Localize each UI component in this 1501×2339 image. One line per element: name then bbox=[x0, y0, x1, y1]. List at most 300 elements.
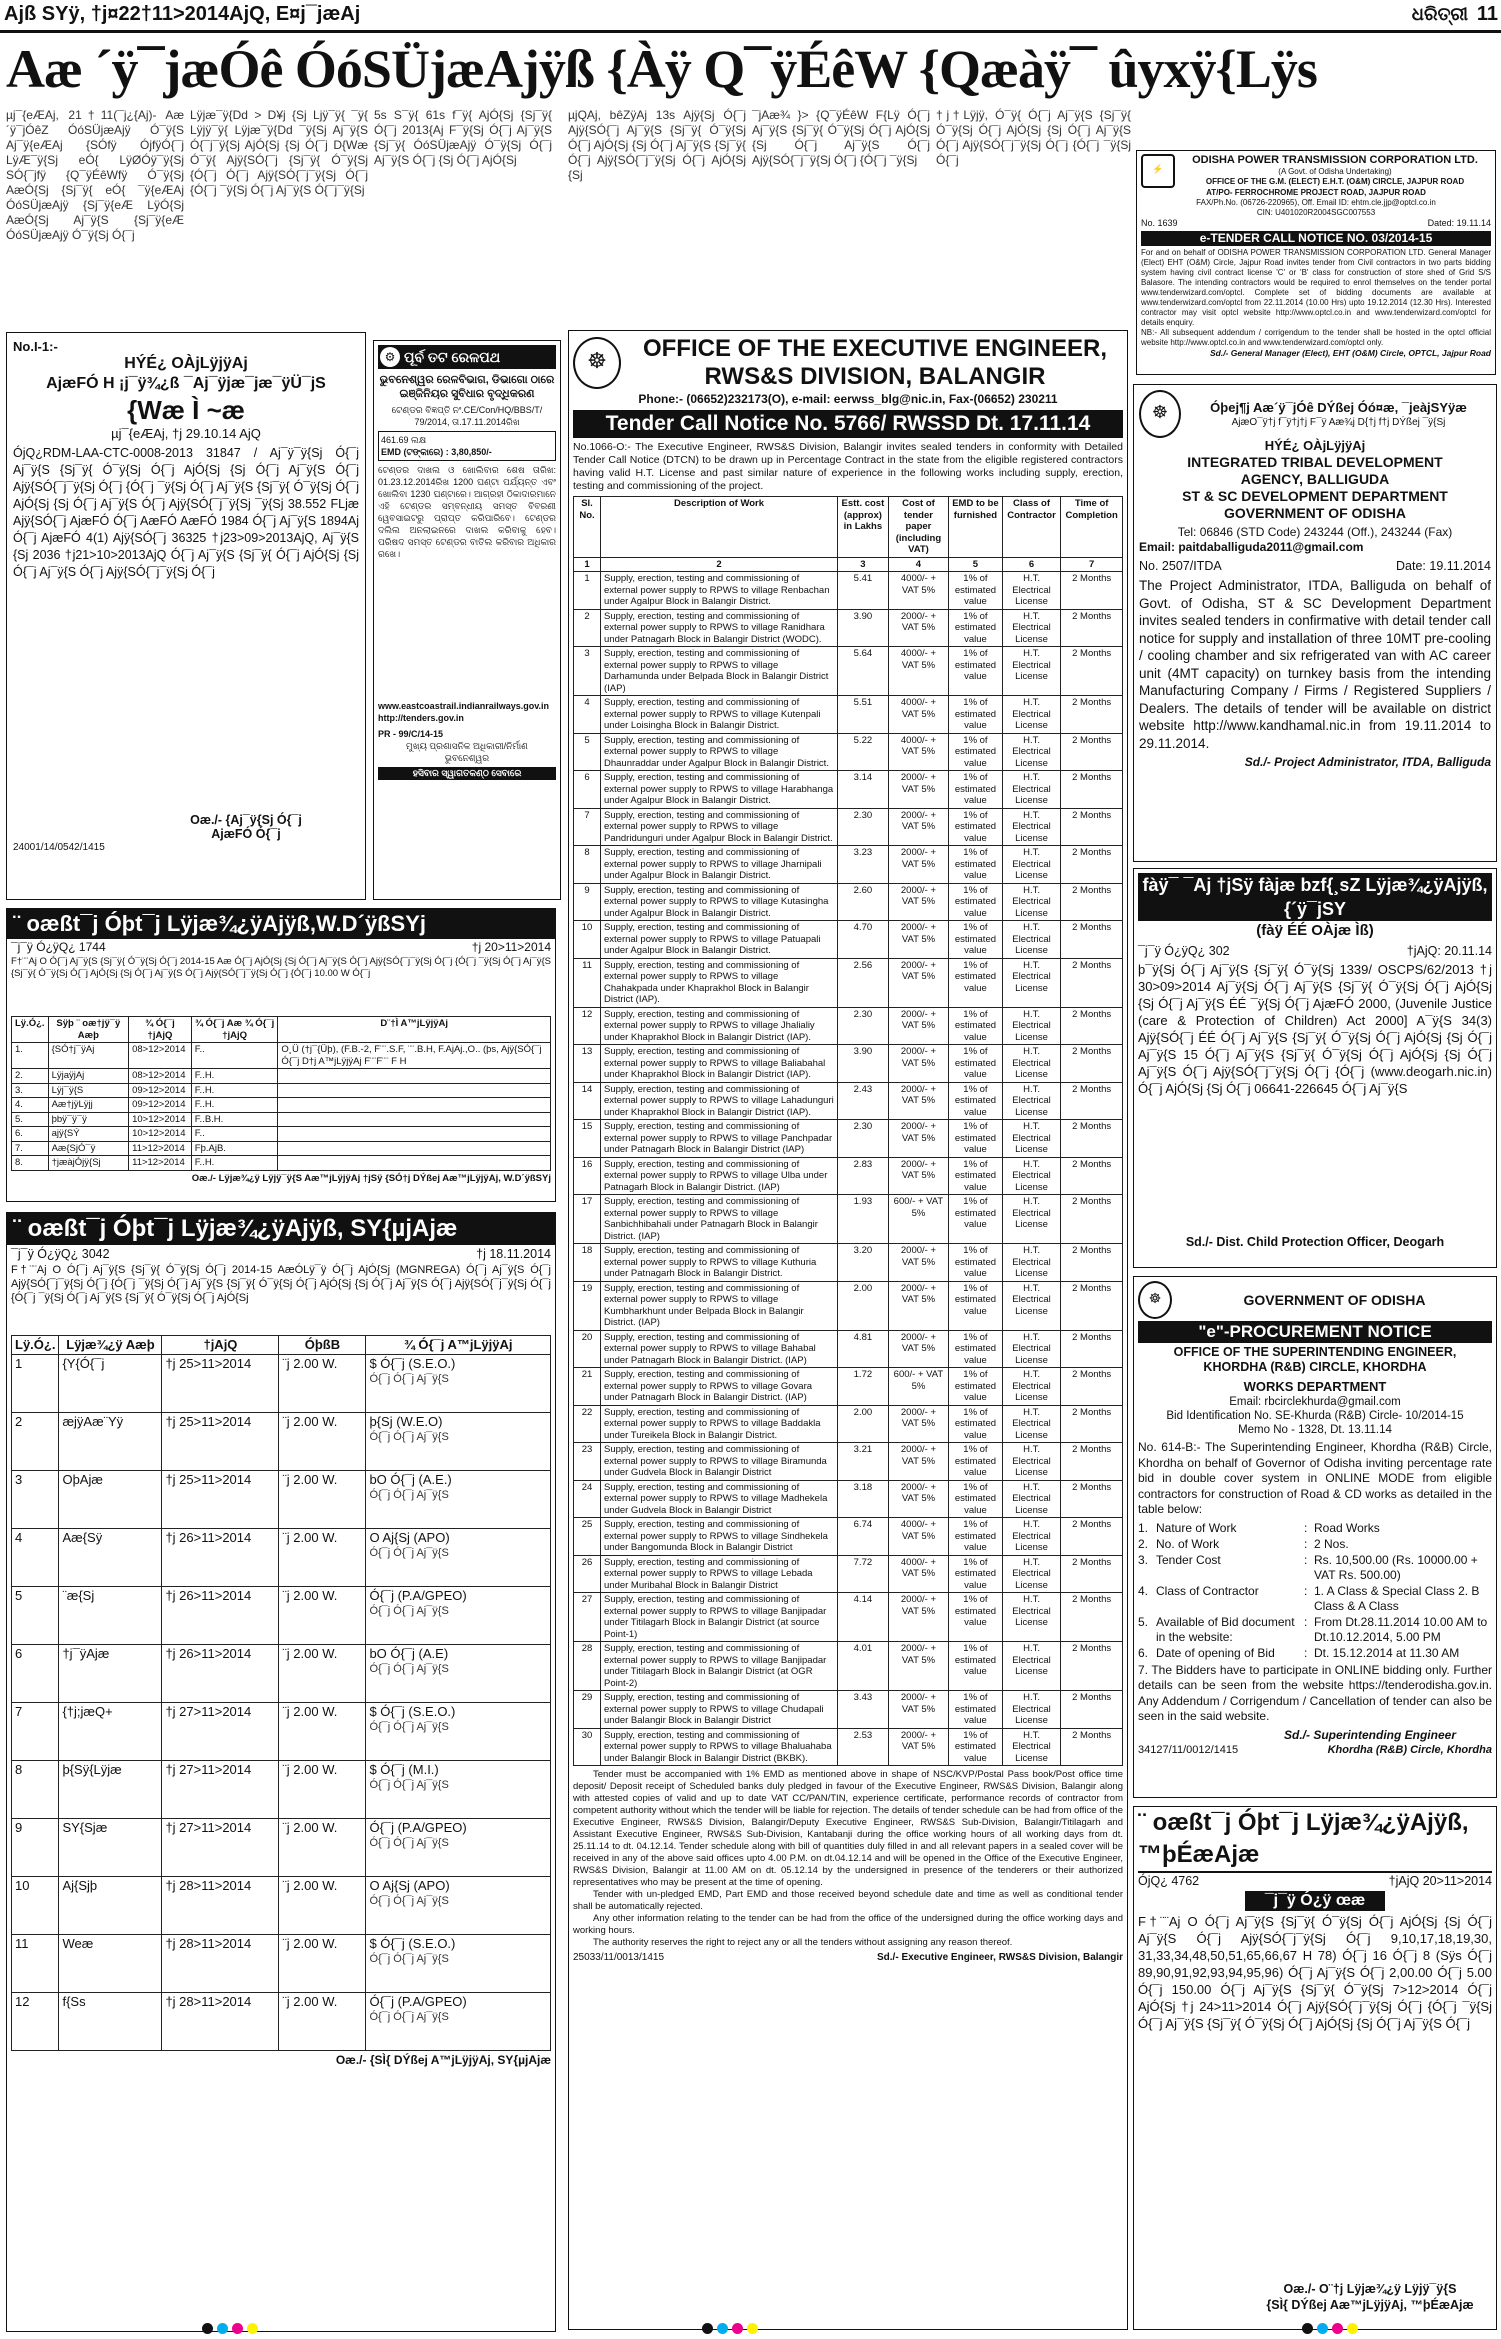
rwss-class: H.T. Electrical License bbox=[1002, 1281, 1061, 1330]
blk1-table-row bbox=[12, 1112, 551, 1127]
blk1-no: ¯j¯ÿ Ó¿ÿQ¿ 1744 bbox=[11, 940, 106, 954]
rwss-sl: 1 bbox=[574, 572, 601, 610]
hye-t3: {Wæ Ì ~æ bbox=[127, 395, 245, 425]
blk1-cell: 4. bbox=[12, 1098, 49, 1113]
rwss-desc: Supply, erection, testing and commissioning of external power supply to RPWS to village Harabhanga under Agalpur Block in Balangir District. bbox=[601, 771, 838, 809]
eproc-item-num: 6. bbox=[1138, 1645, 1149, 1660]
blk2-time: ¨j 2.00 W. bbox=[279, 1355, 366, 1413]
rwss-sl: 18 bbox=[574, 1244, 601, 1282]
blk1-col-header: D¨†Ì A™jLÿjÿAj bbox=[278, 1017, 551, 1043]
eproc-office2: KHORDHA (R&B) CIRCLE, KHORDHA bbox=[1203, 1360, 1427, 1374]
rwss-class: H.T. Electrical License bbox=[1002, 696, 1061, 734]
hye-date: µj¯{eÆAj, †j 29.10.14 AjQ bbox=[111, 426, 261, 441]
blk1-cell bbox=[278, 1069, 551, 1084]
blk2-table-row bbox=[12, 1645, 551, 1703]
odisha-emblem-icon: ☸ bbox=[1139, 390, 1181, 438]
rwss-cost: 7.72 bbox=[838, 1555, 889, 1593]
rwss-emd: 1% of estimated value bbox=[949, 696, 1003, 734]
rwss-paper: 2000/- + VAT 5% bbox=[888, 1157, 948, 1195]
rwss-emd: 1% of estimated value bbox=[949, 1480, 1003, 1518]
rwss-sl: 16 bbox=[574, 1157, 601, 1195]
story-col-4: µjQAj, bêZÿAj 13s Ajÿ{Sj Ó{¯j Ajÿ{SÓ{¯j Aj¯ÿ{S {Sj¯ÿ{ Ó¯ÿ{Sj Ó{¯j AjÓ{Sj {Sj Ó{¯j Aj¯ÿ{S {Sj¯ÿ{ Ó{¯j Ajÿ{SÓ{¯j¯ÿ{Sj Ó{¯j AjÓ{Sj {Sj bbox=[568, 108, 746, 182]
rwss-table-row bbox=[574, 771, 1123, 809]
blk2-officer bbox=[366, 1645, 551, 1703]
rwss-time: 2 Months bbox=[1061, 572, 1123, 610]
rwss-time: 2 Months bbox=[1061, 1082, 1123, 1120]
rwss-paper: 2000/- + VAT 5% bbox=[888, 1244, 948, 1282]
story-col-2: Lÿjæ¯ÿ{Dd > D¥j {Sj Ljÿ¯ÿ{ ¯ÿ{ Lÿjÿ¯ÿ{ Lÿjæ¯ÿ{Dd ¯ÿ{Sj Aj¯ÿ{S Ó{¯j¯ÿ{Sj AjÓ{Sj {Sj Ó{¯j D{Wæ Ó¯ÿ{ Ajÿ{SÓ{¯j {Sj¯ÿ{ Ó¯ÿ{Sj {Ó{¯j Ó{¯j Ajÿ{SÓ{¯j¯ÿ{Sj Ó{¯j {Ó{¯j ¯ÿ{Sj Ó{¯j Aj¯ÿ{S Ó{¯j¯ÿ{Sj bbox=[190, 108, 368, 197]
rwss-paper: 2000/- + VAT 5% bbox=[888, 808, 948, 846]
rwss-class: H.T. Electrical License bbox=[1002, 1593, 1061, 1642]
rwss-table-row bbox=[574, 609, 1123, 647]
rwss-cost: 3.23 bbox=[838, 846, 889, 884]
rwss-desc: Supply, erection, testing and commissioning of external power supply to RPWS to village Sindhekela under Bangomunda Block in Balangir District bbox=[601, 1518, 838, 1556]
optcl-org: ODISHA POWER TRANSMISSION CORPORATION LTD. bbox=[1192, 154, 1478, 166]
blk2-name: þ{Sÿ{Lÿjæ bbox=[59, 1761, 162, 1819]
child-date: †jAjQ: 20.11.14 bbox=[1406, 944, 1492, 958]
blk1-cell: 09>12>2014 bbox=[129, 1083, 192, 1098]
rwss-cost: 2.30 bbox=[838, 1007, 889, 1045]
blk1-cell: 10>12>2014 bbox=[129, 1127, 192, 1142]
eproc-item bbox=[1138, 1646, 1492, 1661]
rwss-paper: 4000/- + VAT 5% bbox=[888, 696, 948, 734]
blk2-name: æjÿAæ¨Yÿ bbox=[59, 1413, 162, 1471]
rwss-desc: Supply, erection, testing and commissioning of external power supply to RPWS to village Panchpadar under Patnagarh Block in Balangir District (IAP) bbox=[601, 1120, 838, 1158]
eproc-item-num: 5. bbox=[1138, 1614, 1149, 1629]
blk1-cell: þbÿ¯ÿ¯ÿ bbox=[48, 1112, 129, 1127]
rwss-cost: 4.70 bbox=[838, 921, 889, 959]
blk2-table-row bbox=[12, 1355, 551, 1413]
rwss-paper: 2000/- + VAT 5% bbox=[888, 1480, 948, 1518]
rwss-title1: OFFICE OF THE EXECUTIVE ENGINEER, bbox=[642, 335, 1108, 362]
blk1-cell: 10>12>2014 bbox=[129, 1112, 192, 1127]
rwss-paper: 2000/- + VAT 5% bbox=[888, 1281, 948, 1330]
masthead-rule bbox=[0, 30, 1501, 33]
rwss-class: H.T. Electrical License bbox=[1002, 1330, 1061, 1368]
rwss-desc: Supply, erection, testing and commissioning of external power supply to RPWS to village Kuthuria under Patnagarh Block in Balangir District. bbox=[601, 1244, 838, 1282]
rwss-paper: 4000/- + VAT 5% bbox=[888, 647, 948, 696]
rwss-table-row bbox=[574, 1642, 1123, 1691]
child-no: ¯j¯ÿ Ó¿ÿQ¿ 302 bbox=[1138, 944, 1230, 958]
rwss-table-row bbox=[574, 1330, 1123, 1368]
itda-body: The Project Administrator, ITDA, Balliguda on behalf of Govt. of Odisha, ST & SC Development Department invites sealed tenders in confirmative with detail tender call notice for supply and installation of three 10MT pre-cooling / cooling chamber and six refrigerated van with AC career unit (4MT capacity) on turnkey basis from the intending Manufacturing Company / Firms / Registered Suppliers / Dealers. The details of tender will be available on district website http://www.kandhamal.nic.in from 19.11.2014 to 29.11.2014. bbox=[1139, 578, 1491, 751]
block-notice-1 bbox=[6, 908, 556, 1202]
blk1-cell: Aæ{SjÓ¯ÿ bbox=[48, 1141, 129, 1156]
rwss-emd: 1% of estimated value bbox=[949, 1007, 1003, 1045]
blk2-body: F†¨¨Aj O Ó{¯j Aj¯ÿ{S {Sj¯ÿ{ Ó¯ÿ{Sj Ó{¯j 2014-15 AæÓLÿ¯ÿ Ó{¯j AjÓ{Sj (MGNREGA) Ó{¯j Aj¯ÿ{S Ó{¯j Ajÿ{SÓ{¯j¯ÿ{Sj Ó{¯j {Ó{¯j ¯ÿ{Sj Ó{¯j Aj¯ÿ{S {Sj¯ÿ{ Ó¯ÿ{Sj Ó{¯j AjÓ{Sj {Sj Ó{¯j Aj¯ÿ{S Ó{¯j Ajÿ{SÓ{¯j¯ÿ{Sj Ó{¯j {Ó{¯j ¯ÿ{Sj Ó{¯j Aj¯ÿ{S {Sj¯ÿ{ Ó¯ÿ{Sj Ó{¯j AjÓ{Sj bbox=[11, 1264, 551, 1304]
rwss-cost: 3.20 bbox=[838, 1244, 889, 1282]
hye-sign2: AjæFÓ Ó{¯j bbox=[211, 827, 281, 841]
rwss-emd: 1% of estimated value bbox=[949, 1518, 1003, 1556]
rwss-col-number: 5 bbox=[949, 557, 1003, 572]
rwss-cost: 2.43 bbox=[838, 1082, 889, 1120]
blk1-cell: F..H. bbox=[191, 1083, 278, 1098]
block-notice-2 bbox=[6, 1212, 556, 2332]
blk1-table-row bbox=[12, 1098, 551, 1113]
rwss-emd: 1% of estimated value bbox=[949, 921, 1003, 959]
rwss-time: 2 Months bbox=[1061, 1555, 1123, 1593]
rwss-emd: 1% of estimated value bbox=[949, 1120, 1003, 1158]
eproc-item-value: Road Works bbox=[1314, 1520, 1380, 1535]
rwss-desc: Supply, erection, testing and commissioning of external power supply to RPWS to village Ranidhara under Patnagarh Block in Balangir District (WODC). bbox=[601, 609, 838, 647]
rwss-sl: 29 bbox=[574, 1691, 601, 1729]
rwss-cost: 3.18 bbox=[838, 1480, 889, 1518]
rwss-paper: 4000/- + VAT 5% bbox=[888, 1518, 948, 1556]
itda-h2: AjæO¯ÿ†j f¯ÿ†j†j F¯ÿ Aæ¾j D{†j f†j DÝßej ¯ÿ{Sj bbox=[1231, 416, 1446, 428]
rwss-desc: Supply, erection, testing and commissioning of external power supply to RPWS to village Madhekela under Gudvela Block in Balangir District bbox=[601, 1480, 838, 1518]
rwss-col-header: Cost of tender paper (including VAT) bbox=[888, 497, 948, 558]
itda-h3: HÝÉ¿ OÀjLÿjÿAj bbox=[1264, 438, 1366, 453]
blk2-table-row bbox=[12, 1819, 551, 1877]
rwss-emd: 1% of estimated value bbox=[949, 1045, 1003, 1083]
blk2-officer-name: $ Ó{¯j (S.E.O.) bbox=[369, 1704, 456, 1719]
blk1-col-header: Sÿþ ¨ oæ†jÿ¯ÿ Aæþ bbox=[48, 1017, 129, 1043]
rwss-cost: 4.14 bbox=[838, 1593, 889, 1642]
blk2-sign: Oæ./- {SÌ{ DÝßej A™jLÿjÿAj, SY{µjAjæ bbox=[335, 2053, 551, 2067]
eproc-bid: Bid Identification No. SE-Khurda (R&B) Circle- 10/2014-15 bbox=[1166, 1410, 1464, 1422]
rwss-time: 2 Months bbox=[1061, 1642, 1123, 1691]
rwss-desc: Supply, erection, testing and commissioning of external power supply to RPWS to village Bhaluahaba under Balangir Block in Balangir District (BKBK). bbox=[601, 1728, 838, 1766]
rwss-table-row bbox=[574, 733, 1123, 771]
rwss-time: 2 Months bbox=[1061, 846, 1123, 884]
blk1-cell: 1. bbox=[12, 1043, 49, 1069]
rwss-table-row bbox=[574, 696, 1123, 734]
blk2-date: †j 27>11>2014 bbox=[162, 1819, 279, 1877]
optcl-sub5: CIN: U401020R2004SGC007553 bbox=[1256, 208, 1376, 217]
hye-no: No.I-1:- bbox=[13, 339, 58, 354]
blk1-cell: F.. bbox=[191, 1127, 278, 1142]
blk2-title: ¨ oæßt¯j Óþt¯j Lÿjæ¾¿ÿAjÿß, SY{µjAjæ bbox=[7, 1213, 555, 1245]
rwss-sl: 10 bbox=[574, 921, 601, 959]
rwss-class: H.T. Electrical License bbox=[1002, 1045, 1061, 1083]
blk1-cell: 2. bbox=[12, 1069, 49, 1084]
blk2-name: f{Ss bbox=[59, 1993, 162, 2051]
blk2-date: †j 25>11>2014 bbox=[162, 1471, 279, 1529]
eproc-item-value: Dt. 15.12.2014 at 11.30 AM bbox=[1314, 1645, 1460, 1660]
story-col-5: ¯jAæ¾ }> {Q¯ÿÉêW F{Lÿ Ó{¯j Aj¯ÿ{S {Sj¯ÿ{ Ó¯ÿ{Sj Ó{¯j AjÓ{Sj {Sj Ó{¯j Aj¯ÿ{S Ó{¯j Ajÿ{SÓ{¯j¯ÿ{Sj Ó{¯j {Ó{¯j ¯ÿ{Sj bbox=[752, 108, 930, 167]
rwss-sl: 2 bbox=[574, 609, 601, 647]
eproc-items bbox=[1138, 1521, 1492, 1661]
itda-date: Date: 19.11.2014 bbox=[1396, 559, 1491, 573]
rwss-col-number: 3 bbox=[838, 557, 889, 572]
rwss-table-row bbox=[574, 1082, 1123, 1120]
eproc-sign1: Sd./- Superintending Engineer bbox=[1283, 1727, 1456, 1742]
govt-emblem-icon: ☸ bbox=[573, 337, 621, 389]
rwss-footer3: Any other information relating to the tender can be had from the office of the undersigned during the office working days and working hours. bbox=[573, 1913, 1123, 1936]
rwss-sl: 7 bbox=[574, 808, 601, 846]
rwss-class: H.T. Electrical License bbox=[1002, 609, 1061, 647]
optcl-dated: Dated: 19.11.14 bbox=[1427, 218, 1491, 228]
rwss-desc: Supply, erection, testing and commissioning of external power supply to RPWS to village Jhalialiy under Khaprakhol Block in Balangir District (IAP). bbox=[601, 1007, 838, 1045]
blk2-table-row bbox=[12, 1993, 551, 2051]
blk1-cell: 08>12>2014 bbox=[129, 1043, 192, 1069]
rwss-paper: 2000/- + VAT 5% bbox=[888, 1330, 948, 1368]
rwss-time: 2 Months bbox=[1061, 1593, 1123, 1642]
rwss-table-row bbox=[574, 1195, 1123, 1244]
rwss-emd: 1% of estimated value bbox=[949, 647, 1003, 696]
blk2-table-row bbox=[12, 1877, 551, 1935]
rwss-class: H.T. Electrical License bbox=[1002, 1518, 1061, 1556]
blk1-cell: 08>12>2014 bbox=[129, 1069, 192, 1084]
blk1-cell: F..H. bbox=[191, 1098, 278, 1113]
blk2-name: Aj{Sjþ bbox=[59, 1877, 162, 1935]
blk2-name: †j¯ÿAjæ bbox=[59, 1645, 162, 1703]
rwss-paper: 2000/- + VAT 5% bbox=[888, 1120, 948, 1158]
rwss-cost: 3.14 bbox=[838, 771, 889, 809]
rwss-desc: Supply, erection, testing and commissioning of external power supply to RPWS to village Lebada under Muribahal Block in Balangir District bbox=[601, 1555, 838, 1593]
rwss-table-row bbox=[574, 1518, 1123, 1556]
blk1-cell: 3. bbox=[12, 1083, 49, 1098]
rwss-cost: 3.90 bbox=[838, 609, 889, 647]
blk2-table bbox=[11, 1335, 551, 2051]
rwss-class: H.T. Electrical License bbox=[1002, 1157, 1061, 1195]
eproc-n7: 7. The Bidders have to participate in ONLINE bidding only. Further details can be seen from the website https://tenderodisha.gov.in. Any Addendum / Corrigendum / Cancellation of tender can also be seen in the said website. bbox=[1138, 1662, 1492, 1723]
rwss-paper: 2000/- + VAT 5% bbox=[888, 771, 948, 809]
rwss-emd: 1% of estimated value bbox=[949, 958, 1003, 1007]
optcl-body: For and on behalf of ODISHA POWER TRANSMISSION CORPORATION LTD. General Manager (Elect) EHT (O&M) Circle, Jajpur Road invites tender from Civil contractors in two parts bidding system having civil contract license 'C' or 'B' class for construction of store shed of Grid S/S Balasore. The intending contractors would be required to enrol themselves on the tender portal www.tenderwizard.com/optcl. Complete set of bidding documents are available at www.tenderwizard.com/optcl from 22.11.2014 (10.00 Hrs) upto 19.12.2014 (12.30 Hrs). Interested contractor may visit optcl website http://www.optcl.co.in and www.tenderwizard.com/optcl for details enquiry. bbox=[1141, 248, 1491, 327]
rwss-table-row bbox=[574, 846, 1123, 884]
blk1-table bbox=[11, 1016, 551, 1171]
blk2-col-header: ¾ Ó{¯j A™jLÿjÿAj bbox=[366, 1336, 551, 1355]
optcl-logo-icon: ⚡ bbox=[1141, 154, 1175, 188]
rwss-paper: 2000/- + VAT 5% bbox=[888, 609, 948, 647]
rwss-emd: 1% of estimated value bbox=[949, 609, 1003, 647]
rwss-class: H.T. Electrical License bbox=[1002, 1195, 1061, 1244]
blk2-col-header: Lÿ.Ó¿. bbox=[12, 1336, 59, 1355]
railway-logo-icon: ⚙ bbox=[380, 347, 400, 367]
blk2-officer bbox=[366, 1761, 551, 1819]
rwss-emd: 1% of estimated value bbox=[949, 1443, 1003, 1481]
story-col-6: †j†Lÿjÿ, Ó¯ÿ{ Ó{¯j Aj¯ÿ{S {Sj¯ÿ{ Ó¯ÿ{Sj Ó{¯j AjÓ{Sj {Sj Ó{¯j Aj¯ÿ{S Ó{¯j Ajÿ{SÓ{¯j¯ÿ{Sj Ó{¯j {Ó{¯j ¯ÿ{Sj Ó{¯j bbox=[936, 108, 1131, 167]
itda-title1: INTEGRATED TRIBAL DEVELOPMENT bbox=[1187, 454, 1443, 470]
blk2-officer bbox=[366, 1587, 551, 1645]
railway-sign2: ଭୁବନେଶ୍ୱର bbox=[444, 753, 490, 763]
railway-l2: ଇଞ୍ଜିନିୟର ସୁବିଧାର ବୃଦ୍ଧିକରଣ bbox=[399, 388, 535, 400]
rwss-table-row bbox=[574, 1120, 1123, 1158]
blk2-officer-name: $ Ó{¯j (M.I.) bbox=[369, 1762, 439, 1777]
rwss-class: H.T. Electrical License bbox=[1002, 1368, 1061, 1406]
rwss-col-header: Estt. cost (approx) in Lakhs bbox=[838, 497, 889, 558]
rwss-class: H.T. Electrical License bbox=[1002, 921, 1061, 959]
blk3-sign2: {SÌ{ DÝßej Aæ™jLÿjÿAj, ™þÉæAjæ bbox=[1266, 2298, 1474, 2312]
blk2-sl: 3 bbox=[12, 1471, 59, 1529]
itda-title4: GOVERNMENT OF ODISHA bbox=[1223, 505, 1406, 521]
paper-name: ଧରିତ୍ରୀ bbox=[1411, 4, 1468, 24]
rwss-phone: Phone:- (06652)232173(O), e-mail: eerwss_blg@nic.in, Fax-(06652) 230211 bbox=[638, 392, 1058, 406]
rwss-desc: Supply, erection, testing and commissioning of external power supply to RPWS to village Pandridunguri under Agalpur Block in Balangir District. bbox=[601, 808, 838, 846]
eproc-item-num: 2. bbox=[1138, 1536, 1149, 1551]
blk2-officer-name: bO Ó{¯j (A.E.) bbox=[369, 1472, 452, 1487]
rwss-cost: 4.81 bbox=[838, 1330, 889, 1368]
blk2-officer-extra: Ó{¯j Ó{¯j Aj¯ÿ{S bbox=[369, 1779, 449, 1791]
rwss-paper: 2000/- + VAT 5% bbox=[888, 1593, 948, 1642]
eproc-item-value: 2 Nos. bbox=[1314, 1536, 1349, 1551]
rwss-emd: 1% of estimated value bbox=[949, 1555, 1003, 1593]
eproc-item-num: 4. bbox=[1138, 1583, 1149, 1598]
blk2-officer bbox=[366, 1471, 551, 1529]
rwss-cost: 2.60 bbox=[838, 883, 889, 921]
rwss-time: 2 Months bbox=[1061, 733, 1123, 771]
rwss-col-header: Class of Contractor bbox=[1002, 497, 1061, 558]
rwss-time: 2 Months bbox=[1061, 1405, 1123, 1443]
blk1-cell bbox=[278, 1141, 551, 1156]
eprocurement-notice bbox=[1133, 1276, 1497, 1798]
rwss-col-header: Description of Work bbox=[601, 497, 838, 558]
rwss-class: H.T. Electrical License bbox=[1002, 1728, 1061, 1766]
rwss-tender-notice bbox=[568, 330, 1128, 2330]
blk3-sign1: Oæ./- O¨†j Lÿjæ¾¿ÿ Lÿjÿ¯ÿ{S bbox=[1283, 2282, 1457, 2296]
rwss-table-row bbox=[574, 1691, 1123, 1729]
child-title: fàÿ¯ ¯Aj †jSÿ fàjæ bzf{¸sZ Lÿjæ¾¿ÿAjÿß, {´ÿ¯jSY bbox=[1138, 873, 1492, 921]
hye-t1: HÝÉ¿ OÀjLÿjÿAj bbox=[124, 355, 248, 372]
rwss-desc: Supply, erection, testing and commissioning of external power supply to RPWS to village Govara under Patnagarh Block in Balangir District. (IAP) bbox=[601, 1368, 838, 1406]
blk2-time: ¨j 2.00 W. bbox=[279, 1529, 366, 1587]
eproc-item-key: Available of Bid document in the website: bbox=[1156, 1614, 1295, 1644]
rwss-table-row bbox=[574, 572, 1123, 610]
rwss-cost: 5.64 bbox=[838, 647, 889, 696]
rwss-emd: 1% of estimated value bbox=[949, 1728, 1003, 1766]
rwss-cost: 1.93 bbox=[838, 1195, 889, 1244]
optcl-sign: Sd./- General Manager (Elect), EHT (O&M) Circle, OPTCL, Jajpur Road bbox=[1209, 348, 1491, 358]
blk2-sl: 2 bbox=[12, 1413, 59, 1471]
optcl-nb: NB:- All subsequent addendum / corrigendum to the tender shall be hosted in the optcl official website http://www.optcl.co.in and www.tenderwizard.com/optcl only. bbox=[1141, 328, 1491, 347]
blk2-officer bbox=[366, 1993, 551, 2051]
rwss-class: H.T. Electrical License bbox=[1002, 771, 1061, 809]
optcl-sub1: (A Govt. of Odisha Undertaking) bbox=[1278, 167, 1392, 176]
rwss-time: 2 Months bbox=[1061, 808, 1123, 846]
blk2-name: {Y{Ó{¯j bbox=[59, 1355, 162, 1413]
rwss-time: 2 Months bbox=[1061, 771, 1123, 809]
blk3-title: ¨ oæßt¯j Óþt¯j Lÿjæ¾¿ÿAjÿß, ™þÉæAjæ bbox=[1138, 1807, 1492, 1873]
child-body: þ¯ÿ{Sj Ó{¯j Aj¯ÿ{S {Sj¯ÿ{ Ó¯ÿ{Sj 1339/ OSCPS/62/2013 †j 30>09>2014 Aj¯ÿ{Sj Ó{¯j Aj¯ÿ{S {Sj¯ÿ{ Ó¯ÿ{Sj Ó{¯j AjÓ{Sj {Sj Ó{¯j Aj¯ÿ{S ÉÉ ¯ÿ{Sj Ó{¯j AjæFÓ 2000, (Juvenile Justice (care & Protection of Children) Act 2000] A¯ÿ{S 34(3) Ajÿ{SÓ{¯j ÉÉ Ó{¯j Aj¯ÿ{S {Sj¯ÿ{ Ó¯ÿ{Sj Ó{¯j AjÓ{Sj {Sj Ó{¯j Aj¯ÿ{S 15 Ó{¯j Aj¯ÿ{S {Sj¯ÿ{ Ó¯ÿ{Sj Ó{¯j AjÓ{Sj {Sj Ó{¯j Aj¯ÿ{S Ó{¯j Ajÿ{SÓ{¯j¯ÿ{Sj Ó{¯j {Ó{¯j (www.deogarh.nic.in) Ó{¯j AjÓ{Sj {Sj Ó{¯j 06641-226645 Ó{¯j Aj¯ÿ{S bbox=[1138, 962, 1492, 1096]
blk2-officer-name: þ{Sj (W.E.O) bbox=[369, 1414, 443, 1429]
rwss-cost: 2.53 bbox=[838, 1728, 889, 1766]
rwss-cost: 3.90 bbox=[838, 1045, 889, 1083]
eproc-item bbox=[1138, 1553, 1492, 1583]
rwss-intro: No.1066-O:- The Executive Engineer, RWS&S Division, Balangir invites sealed tenders in conformity with Detailed Tender Call Notice (DTCN) to be drawn up in Percentage Contract in the state from the eligible registered contractors having valid H.T. License and past similar nature of experience in the following works including supply, erection, testing and commissioning of the project. bbox=[573, 441, 1123, 492]
rwss-table-row bbox=[574, 1007, 1123, 1045]
rwss-emd: 1% of estimated value bbox=[949, 572, 1003, 610]
blk2-date: †j 18.11.2014 bbox=[476, 1247, 551, 1261]
blk2-officer-extra: Ó{¯j Ó{¯j Aj¯ÿ{S bbox=[369, 1721, 449, 1733]
blk2-officer-name: Ó{¯j (P.A/GPEO) bbox=[369, 1588, 467, 1603]
child-protection-notice bbox=[1133, 868, 1497, 1268]
rwss-table-row bbox=[574, 921, 1123, 959]
rwss-paper: 2000/- + VAT 5% bbox=[888, 1691, 948, 1729]
blk2-date: †j 26>11>2014 bbox=[162, 1587, 279, 1645]
blk3-date: †jAjQ 20>11>2014 bbox=[1388, 1874, 1492, 1888]
rwss-cost: 2.30 bbox=[838, 1120, 889, 1158]
railway-slogan: ହସିବାର ସ୍ୱାଗତକଣ୍ଠ ସେବାରେ bbox=[378, 767, 556, 780]
registration-marks-center bbox=[700, 2321, 760, 2335]
optcl-notice bbox=[1136, 150, 1496, 375]
railway-site: www.eastcoastrail.indianrailways.gov.in bbox=[378, 701, 550, 711]
eproc-item-key: No. of Work bbox=[1156, 1536, 1220, 1551]
rwss-sl: 20 bbox=[574, 1330, 601, 1368]
eproc-item-value: Rs. 10,500.00 (Rs. 10000.00 + VAT Rs. 500.00) bbox=[1314, 1552, 1478, 1582]
blk1-cell: †jæàjÓjÿ{Sj bbox=[48, 1156, 129, 1171]
rwss-time: 2 Months bbox=[1061, 647, 1123, 696]
rwss-sl: 24 bbox=[574, 1480, 601, 1518]
blk2-date: †j 26>11>2014 bbox=[162, 1645, 279, 1703]
blk1-cell: LÿjaÿjAj bbox=[48, 1069, 129, 1084]
blk2-officer-extra: Ó{¯j Ó{¯j Aj¯ÿ{S bbox=[369, 1605, 449, 1617]
eproc-item-colon: : bbox=[1304, 1520, 1308, 1535]
rwss-paper: 600/- + VAT 5% bbox=[888, 1195, 948, 1244]
blk2-officer bbox=[366, 1355, 551, 1413]
blk2-sl: 10 bbox=[12, 1877, 59, 1935]
eproc-item-value: 1. A Class & Special Class 2. B Class & A Class bbox=[1314, 1583, 1480, 1613]
rwss-emd: 1% of estimated value bbox=[949, 1244, 1003, 1282]
hye-code: 24001/14/0542/1415 bbox=[13, 842, 105, 853]
blk2-officer-extra: Ó{¯j Ó{¯j Aj¯ÿ{S bbox=[369, 1489, 449, 1501]
rwss-class: H.T. Electrical License bbox=[1002, 1120, 1061, 1158]
rwss-emd: 1% of estimated value bbox=[949, 771, 1003, 809]
optcl-sub4: FAX/Ph.No. (06726-220965), Off. Email ID: ehtm.cle.jjp@optcl.co.in bbox=[1196, 198, 1436, 207]
rwss-col-number: 2 bbox=[601, 557, 838, 572]
blk2-date: †j 25>11>2014 bbox=[162, 1355, 279, 1413]
rwss-class: H.T. Electrical License bbox=[1002, 883, 1061, 921]
rwss-sl: 11 bbox=[574, 958, 601, 1007]
blk2-officer-extra: Ó{¯j Ó{¯j Aj¯ÿ{S bbox=[369, 2011, 449, 2023]
rwss-sl: 8 bbox=[574, 846, 601, 884]
blk2-sl: 9 bbox=[12, 1819, 59, 1877]
blk2-col-header: Lÿjæ¾¿ÿ Aæþ bbox=[59, 1336, 162, 1355]
rwss-col-header: Sl. No. bbox=[574, 497, 601, 558]
railway-ref: ଟେଣ୍ଡର ବିଜ୍ଞପ୍ତି ନଂ.CE/Con/HQ/BBS/T/ 79/2014, ତା.17.11.2014ରିଖ bbox=[391, 405, 543, 427]
optcl-title: e-TENDER CALL NOTICE NO. 03/2014-15 bbox=[1141, 231, 1491, 246]
rwss-paper: 2000/- + VAT 5% bbox=[888, 1728, 948, 1766]
rwss-sl: 14 bbox=[574, 1082, 601, 1120]
itda-title3: ST & SC DEVELOPMENT DEPARTMENT bbox=[1182, 488, 1448, 504]
blk2-officer-name: $ Ó{¯j (S.E.O.) bbox=[369, 1356, 456, 1371]
rwss-time: 2 Months bbox=[1061, 1244, 1123, 1282]
rwss-table-row bbox=[574, 1728, 1123, 1766]
blk2-date: †j 28>11>2014 bbox=[162, 1877, 279, 1935]
blk2-officer bbox=[366, 1703, 551, 1761]
rwss-cost: 2.00 bbox=[838, 1281, 889, 1330]
rwss-time: 2 Months bbox=[1061, 883, 1123, 921]
rwss-time: 2 Months bbox=[1061, 1195, 1123, 1244]
rwss-time: 2 Months bbox=[1061, 609, 1123, 647]
rwss-time: 2 Months bbox=[1061, 1443, 1123, 1481]
rwss-col-header: Time of Completion bbox=[1061, 497, 1123, 558]
rwss-sl: 26 bbox=[574, 1555, 601, 1593]
itda-title2: AGENCY, BALLIGUDA bbox=[1240, 471, 1390, 487]
railway-sign1: ମୁଖ୍ୟ ପ୍ରଶାସନିକ ଅଧିକାରୀ/ନିର୍ମାଣ bbox=[406, 741, 528, 751]
rwss-col-number: 6 bbox=[1002, 557, 1061, 572]
registration-marks-right bbox=[1300, 2321, 1360, 2335]
blk2-name: OþAjæ bbox=[59, 1471, 162, 1529]
rwss-table-row bbox=[574, 1045, 1123, 1083]
blk2-officer-extra: Ó{¯j Ó{¯j Aj¯ÿ{S bbox=[369, 1373, 449, 1385]
rwss-table bbox=[573, 496, 1123, 1766]
rwss-class: H.T. Electrical License bbox=[1002, 647, 1061, 696]
rwss-col-header: EMD to be furnished bbox=[949, 497, 1003, 558]
blk1-cell: O¸Ü (†j¯{Üþ), (F.B.-2, F¨¨.S.F, ¨¨.B.H, F.AjAj.,O.. (þs, Ajÿ{SÓ{¯j Ó{¯j D†j A™jLÿjÿAj F¨¨F¨¨ F H bbox=[278, 1043, 551, 1069]
blk2-date: †j 27>11>2014 bbox=[162, 1761, 279, 1819]
rwss-emd: 1% of estimated value bbox=[949, 1281, 1003, 1330]
blk1-cell bbox=[278, 1127, 551, 1142]
rwss-time: 2 Months bbox=[1061, 1480, 1123, 1518]
itda-h1: Óþej¶j Aæ´ÿ¯jÓê DÝßej Óó¤æ, ¯jeàjSYÿæ bbox=[1210, 399, 1467, 415]
rwss-emd: 1% of estimated value bbox=[949, 1593, 1003, 1642]
railway-l1: ଭୁବନେଶ୍ୱର ରେଳବିଭାଗ, ଡିଭାଗୋ ଠାରେ bbox=[379, 374, 555, 386]
eproc-item-key: Class of Contractor bbox=[1156, 1583, 1259, 1598]
blk2-sl: 11 bbox=[12, 1935, 59, 1993]
blk2-table-row bbox=[12, 1935, 551, 1993]
blk2-officer bbox=[366, 1877, 551, 1935]
